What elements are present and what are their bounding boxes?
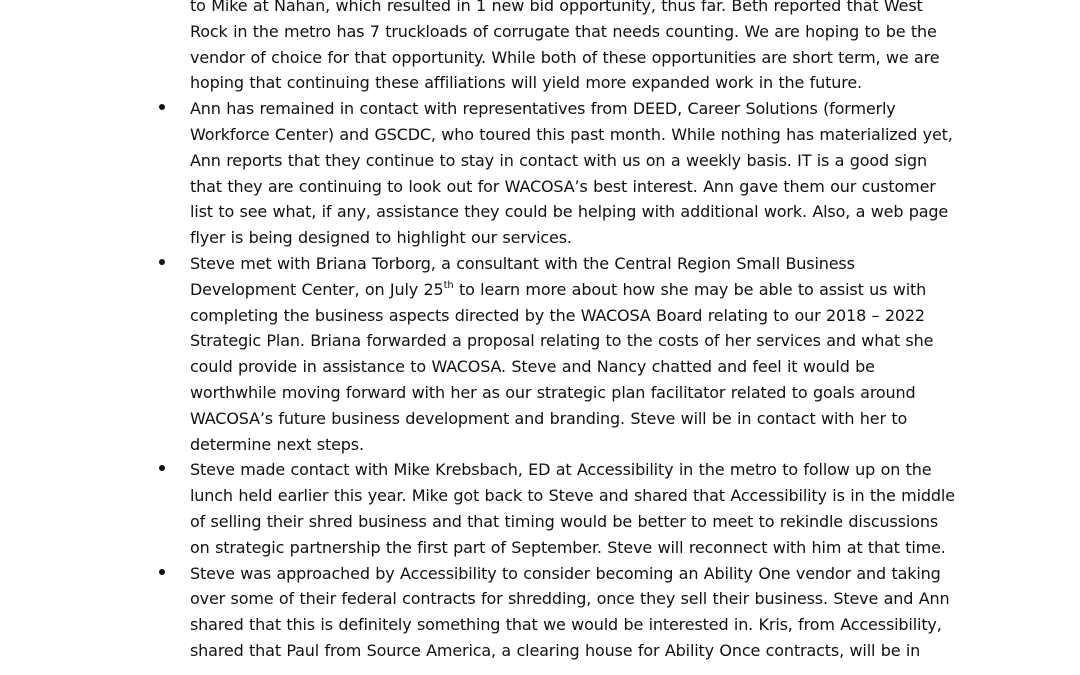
bullet-item-ability-one [190,561,960,664]
text-line: determine next steps. [190,434,364,454]
text-line: hoping that continuing these affiliations will yield more expanded work in the future. [190,73,862,93]
text-fragment: Development Center, on July 25 [190,279,444,299]
text-line: Workforce Center) and GSCDC, who toured this past month. While nothing has materialized yet, [190,124,953,144]
bullet-item-briana-consultant [190,251,960,457]
text-line: of selling their shred business and that timing would be better to meet to rekindle discussions [190,511,939,531]
bullet-icon [159,569,165,575]
text-line: over some of their federal contracts for shredding, once they sell their business. Steve and Ann [190,589,950,609]
bullet-icon [159,465,165,471]
text-line-with-superscript [190,277,960,303]
text-line: list to see what, if any, assistance they could be helping with additional work. Also, a web page [190,202,949,222]
text-line: WACOSA’s future business development and branding. Steve will be in contact with her to [190,408,908,428]
bullet-item-mike-krebsbach [190,457,960,560]
text-line: Strategic Plan. Briana forwarded a proposal relating to the costs of her services and what she [190,331,934,351]
continued-paragraph [190,0,960,96]
text-line: Steve was approached by Accessibility to consider becoming an Ability One vendor and taking [190,563,941,583]
bullet-item-ann-contacts [190,96,960,251]
text-line: that they are continuing to look out for WACOSA’s best interest. Ann gave them our customer [190,176,936,196]
text-line: Ann reports that they continue to stay in contact with us on a weekly basis. IT is a good sign [190,150,927,170]
text-line: shared that Paul from Source America, a clearing house for Ability Once contracts, will be in [190,640,921,660]
text-line: shared that this is definitely something that we would be interested in. Kris, from Accessibility, [190,615,942,635]
text-line: on strategic partnership the first part of September. Steve will reconnect with him at that time. [190,537,946,557]
text-line: lunch held earlier this year. Mike got back to Steve and shared that Accessibility is in the middle [190,486,955,506]
text-line: Steve met with Briana Torborg, a consultant with the Central Region Small Business [190,253,855,273]
text-line: Rock in the metro has 7 truckloads of corrugate that needs counting. We are hoping to be the [190,21,937,41]
document-body [190,0,960,664]
text-line: Steve made contact with Mike Krebsbach, ED at Accessibility in the metro to follow up on the [190,460,932,480]
text-line: completing the business aspects directed by the WACOSA Board relating to our 2018 – 2022 [190,305,925,325]
bullet-icon [159,259,165,265]
ordinal-superscript: th [443,279,454,291]
text-line: could provide in assistance to WACOSA. Steve and Nancy chatted and feel it would be [190,357,875,377]
text-line: Ann has remained in contact with representatives from DEED, Career Solutions (formerly [190,99,896,119]
text-line: flyer is being designed to highlight our services. [190,228,572,248]
text-line: to Mike at Nahan, which resulted in 1 new bid opportunity, thus far. Beth reported that West [190,0,923,15]
text-fragment: to learn more about how she may be able to assist us with [453,279,927,299]
text-line: worthwhile moving forward with her as our strategic plan facilitator related to goals around [190,382,916,402]
text-line: vendor of choice for that opportunity. While both of these opportunities are short term, we are [190,47,940,67]
bullet-icon [159,104,165,110]
